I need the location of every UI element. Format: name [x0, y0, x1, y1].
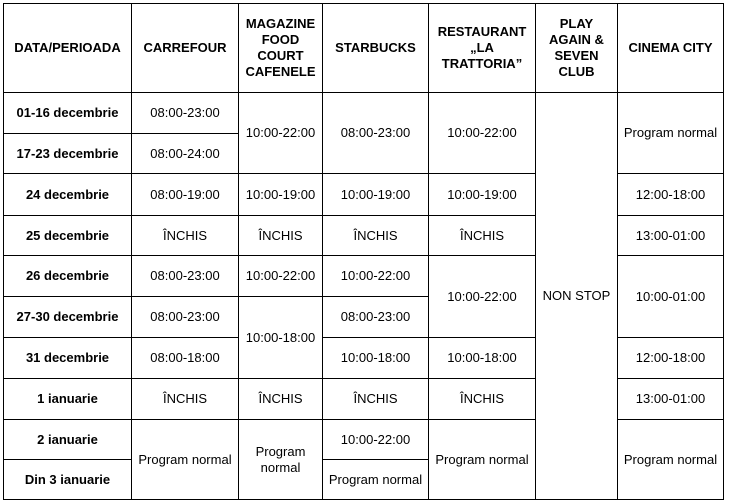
row-date: 31 decembrie	[4, 338, 132, 379]
cell-carrefour: 08:00-18:00	[132, 338, 239, 379]
cell-cinema: Program normal	[618, 93, 724, 174]
row-date: 24 decembrie	[4, 174, 132, 216]
cell-starbucks: ÎNCHIS	[323, 379, 429, 420]
header-date: DATA/PERIOADA	[4, 4, 132, 93]
cell-carrefour: 08:00-23:00	[132, 256, 239, 297]
header-row	[4, 4, 724, 93]
cell-starbucks: 10:00-22:00	[323, 420, 429, 460]
row-date: Din 3 ianuarie	[4, 460, 132, 500]
header-trattoria: RESTAURANT „LA TRATTORIA”	[429, 4, 536, 93]
cell-cinema: 12:00-18:00	[618, 174, 724, 216]
header-play: PLAY AGAIN & SEVEN CLUB	[536, 4, 618, 93]
cell-cinema: 10:00-01:00	[618, 256, 724, 338]
row-date: 1 ianuarie	[4, 379, 132, 420]
row-date: 17-23 decembrie	[4, 134, 132, 174]
cell-carrefour: ÎNCHIS	[132, 379, 239, 420]
cell-starbucks: Program normal	[323, 460, 429, 500]
row-date: 26 decembrie	[4, 256, 132, 297]
cell-trattoria: 10:00-22:00	[429, 256, 536, 338]
cell-carrefour: 08:00-23:00	[132, 297, 239, 338]
row-date: 27-30 decembrie	[4, 297, 132, 338]
cell-trattoria: 10:00-18:00	[429, 338, 536, 379]
cell-starbucks: 08:00-23:00	[323, 297, 429, 338]
table-row	[4, 93, 724, 134]
cell-starbucks: 10:00-19:00	[323, 174, 429, 216]
cell-magazine: 10:00-22:00	[239, 93, 323, 174]
cell-carrefour: 08:00-19:00	[132, 174, 239, 216]
row-date: 01-16 decembrie	[4, 93, 132, 134]
header-magazine: MAGAZINE FOOD COURT CAFENELE	[239, 4, 323, 93]
header-carrefour: CARREFOUR	[132, 4, 239, 93]
cell-trattoria: 10:00-22:00	[429, 93, 536, 174]
cell-starbucks: 08:00-23:00	[323, 93, 429, 174]
row-date: 25 decembrie	[4, 216, 132, 256]
cell-cinema: Program normal	[618, 420, 724, 500]
cell-trattoria: ÎNCHIS	[429, 379, 536, 420]
row-date: 2 ianuarie	[4, 420, 132, 460]
schedule-table	[3, 3, 724, 500]
cell-trattoria: ÎNCHIS	[429, 216, 536, 256]
cell-cinema: 13:00-01:00	[618, 379, 724, 420]
cell-magazine: 10:00-18:00	[239, 297, 323, 379]
cell-starbucks: 10:00-18:00	[323, 338, 429, 379]
cell-carrefour: Program normal	[132, 420, 239, 500]
cell-cinema: 13:00-01:00	[618, 216, 724, 256]
cell-trattoria: 10:00-19:00	[429, 174, 536, 216]
cell-starbucks: 10:00-22:00	[323, 256, 429, 297]
cell-magazine: 10:00-19:00	[239, 174, 323, 216]
cell-magazine: 10:00-22:00	[239, 256, 323, 297]
cell-carrefour: 08:00-24:00	[132, 134, 239, 174]
cell-carrefour: 08:00-23:00	[132, 93, 239, 134]
cell-trattoria: Program normal	[429, 420, 536, 500]
cell-magazine: Program normal	[239, 420, 323, 500]
cell-cinema: 12:00-18:00	[618, 338, 724, 379]
header-cinema: CINEMA CITY	[618, 4, 724, 93]
cell-starbucks: ÎNCHIS	[323, 216, 429, 256]
header-starbucks: STARBUCKS	[323, 4, 429, 93]
cell-magazine: ÎNCHIS	[239, 216, 323, 256]
cell-carrefour: ÎNCHIS	[132, 216, 239, 256]
cell-play: NON STOP	[536, 93, 618, 500]
cell-magazine: ÎNCHIS	[239, 379, 323, 420]
